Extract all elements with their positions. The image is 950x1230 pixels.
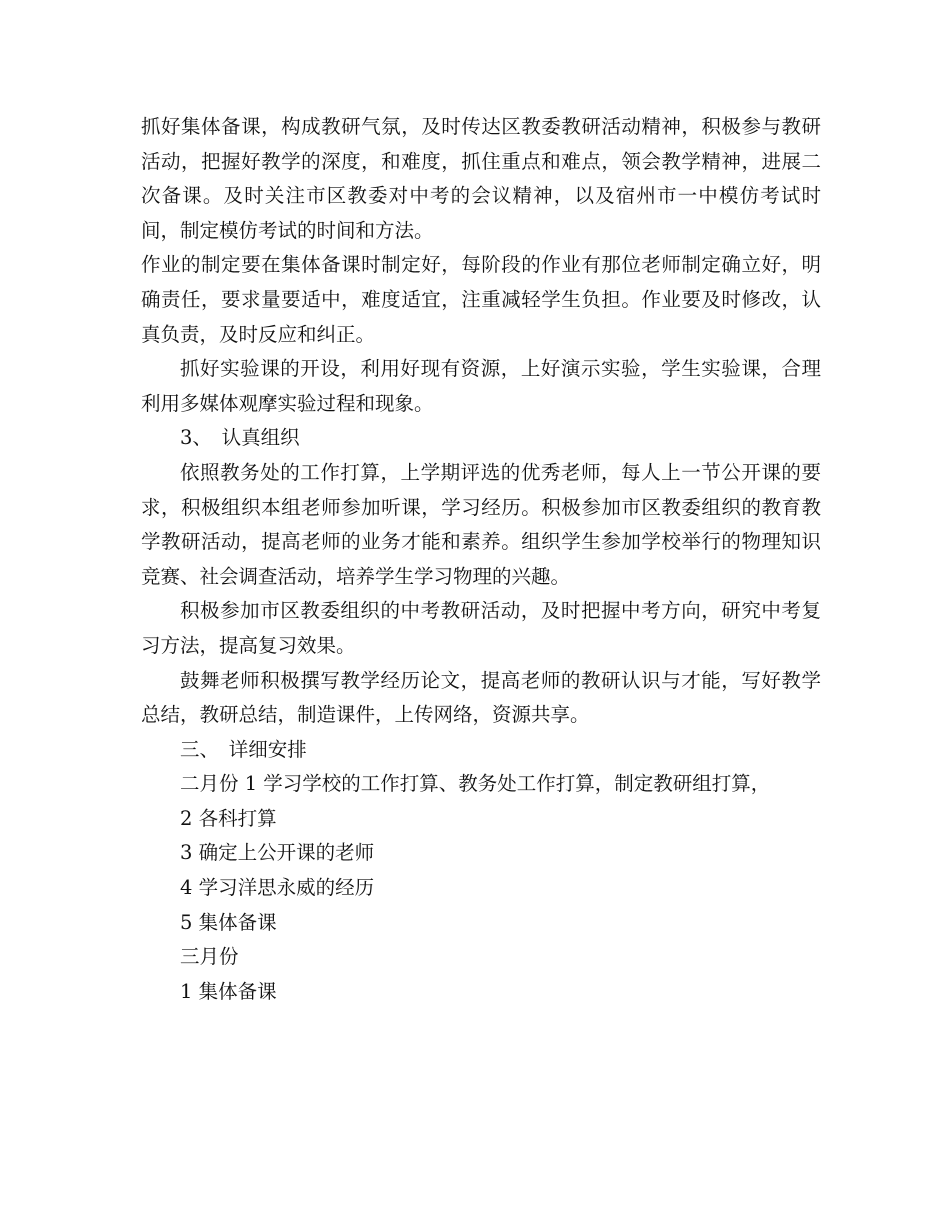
- schedule-february-item-4: 4 学习洋思永威的经历: [180, 876, 375, 900]
- section-heading-schedule: 三、 详细安排: [180, 737, 307, 761]
- paragraph-homework: 作业的制定要在集体备课时制定好，每阶段的作业有那位老师制定确立好，明确责任，要求量要适中，难度适宜，注重减轻学生负担。作业要及时修改，认真负责，及时反应和纠正。: [141, 253, 821, 346]
- section-heading-organize: 3、 认真组织: [180, 426, 300, 450]
- schedule-february-item-1: 二月份 1 学习学校的工作打算、教务处工作打算，制定教研组打算，: [180, 772, 771, 796]
- schedule-february-item-3: 3 确定上公开课的老师: [180, 841, 375, 865]
- paragraph-teacher-writing: 鼓舞老师积极撰写教学经历论文，提高老师的教研认识与才能，写好教学总结，教研总结，制造课件，上传网络，资源共享。: [141, 668, 821, 727]
- schedule-march-heading: 三月份: [180, 945, 239, 969]
- schedule-february-item-2: 2 各科打算: [180, 806, 277, 830]
- paragraph-collective-lesson-prep: 抓好集体备课，构成教研气氛，及时传达区教委教研活动精神，积极参与教研活动，把握好教学的深度，和难度，抓住重点和难点，领会教学精神，进展二次备课。及时关注市区教委对中考的会议精神，以及宿州市一中模仿考试时间，制定模仿考试的时间和方法。: [141, 115, 821, 242]
- schedule-march-item-1: 1 集体备课: [180, 979, 277, 1003]
- paragraph-experiment-class: 抓好实验课的开设，利用好现有资源，上好演示实验，学生实验课，合理利用多媒体观摩实验过程和现象。: [141, 357, 821, 415]
- schedule-february-item-5: 5 集体备课: [180, 910, 277, 934]
- paragraph-exam-research: 积极参加市区教委组织的中考教研活动，及时把握中考方向，研究中考复习方法，提高复习效果。: [141, 599, 821, 657]
- document-body: [141, 110, 821, 1009]
- paragraph-open-class: 依照教务处的工作打算，上学期评选的优秀老师，每人上一节公开课的要求，积极组织本组老师参加听课，学习经历。积极参加市区教委组织的教育教学教研活动，提高老师的业务才能和素养。组织学生参加学校举行的物理知识竞赛、社会调查活动，培养学生学习物理的兴趣。: [141, 460, 821, 588]
